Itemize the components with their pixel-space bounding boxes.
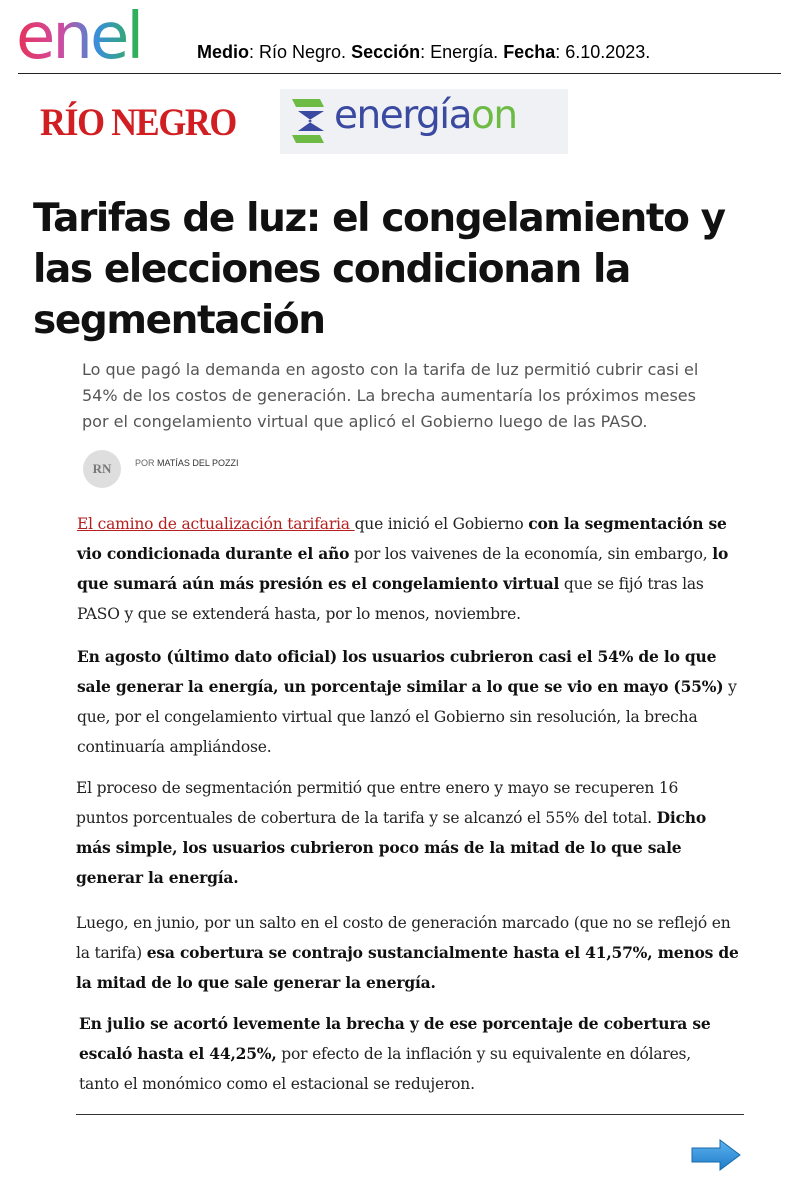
- paragraph-2: En agosto (último dato oficial) los usuarios cubrieron casi el 54% de lo que sale generar la energía, un porcentaje similar a lo que se vio en mayo (55%) y que, por el congelamiento virtual que lanzó el Gobierno sin resolución, la brecha continuaría ampliándose.: [77, 647, 737, 756]
- medio-label: Medio: [197, 42, 249, 62]
- clipping-header: [0, 0, 800, 76]
- clipping-meta: Medio: Río Negro. Sección: Energía. Fecha: 6.10.2023.: [197, 42, 651, 62]
- arrow-right-icon[interactable]: [690, 1138, 742, 1172]
- author-name[interactable]: MATÍAS DEL POZZI: [157, 458, 239, 468]
- energiaon-logo: [280, 89, 568, 154]
- seccion-label: Sección: [351, 42, 421, 62]
- footer-divider: [76, 1114, 744, 1115]
- seccion-value: Energía.: [430, 42, 499, 62]
- medio-value: Río Negro.: [259, 42, 347, 62]
- fecha-value: 6.10.2023.: [565, 42, 651, 62]
- energiaon-icon: [290, 97, 326, 145]
- paragraph-4: Luego, en junio, por un salto en el costo de generación marcado (que no se reflejó en la tarifa) esa cobertura se contrajo sustancialmente hasta el 41,57%, menos de la mitad de lo que sale generar la energía.: [76, 914, 739, 992]
- tarifa-link[interactable]: El camino de actualización tarifaria: [77, 515, 355, 533]
- header-divider: [18, 73, 781, 74]
- rio-negro-logo: RÍO NEGRO: [40, 101, 236, 144]
- fecha-label: Fecha: [503, 42, 556, 62]
- author-byline: POR MATÍAS DEL POZZI: [135, 458, 239, 468]
- energiaon-wordmark: energíaon: [334, 93, 517, 138]
- svg-text:enel: enel: [16, 6, 142, 68]
- author-avatar: RN: [83, 450, 121, 488]
- article-summary: Lo que pagó la demanda en agosto con la tarifa de luz permitió cubrir casi el 54% de los costos de generación. La brecha aumentaría los próximos meses por el congelamiento virtual que aplicó el Gobierno luego de las PASO.: [82, 360, 699, 431]
- paragraph-1: El camino de actualización tarifaria que inició el Gobierno con la segmentación se vio condicionada durante el año por los vaivenes de la economía, sin embargo, lo que sumará aún más presión es el congelamiento virtual que se fijó tras las PASO y que se extenderá hasta, por lo menos, noviembre.: [77, 514, 729, 623]
- enel-logo: [16, 6, 180, 68]
- article-title: Tarifas de luz: el congelamiento y las elecciones condicionan la segmentación: [33, 196, 725, 343]
- paragraph-3: El proceso de segmentación permitió que entre enero y mayo se recuperen 16 puntos porcentuales de cobertura de la tarifa y se alcanzó el 55% del total. Dicho más simple, los usuarios cubrieron poco más de la mitad de lo que sale generar la energía.: [76, 779, 707, 887]
- paragraph-5: En julio se acortó levemente la brecha y de ese porcentaje de cobertura se escaló hasta el 44,25%, por efecto de la inflación y su equivalente en dólares, tanto el monómico como el estacional se redujeron.: [79, 1014, 711, 1093]
